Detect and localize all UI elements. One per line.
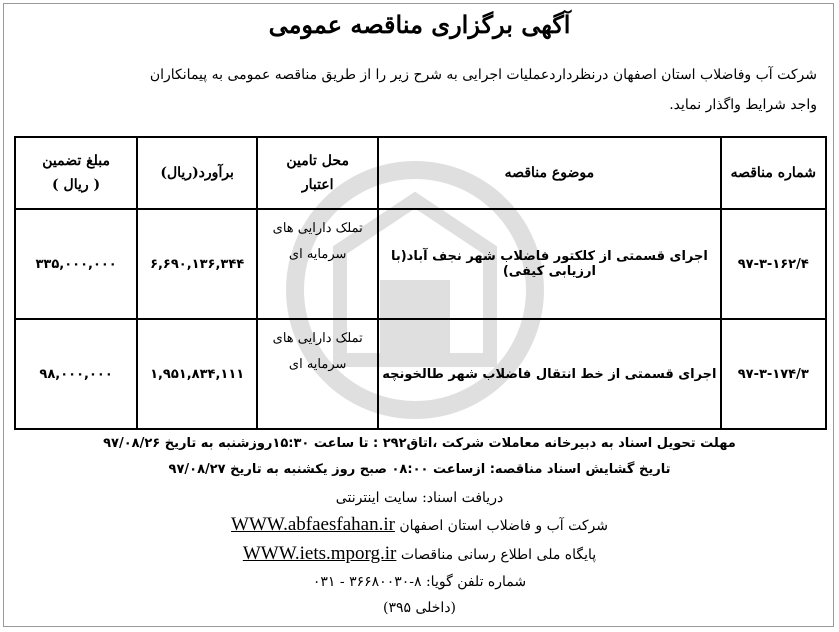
table-header-row [15,137,826,209]
row-source: تملک دارایی های سرمایه ای [257,209,378,319]
company-website-link[interactable]: WWW.abfaesfahan.ir [231,514,395,535]
receive-text: دریافت اسناد: سایت اینترنتی [335,490,504,506]
row-estimate: ۶,۶۹۰,۱۳۶,۳۴۴ [137,209,257,319]
phone-text: شماره تلفن گویا: ۸-۳۶۶۸۰۰۳۰ - ۰۳۱ [312,574,527,590]
table-row [15,319,826,429]
opening-text: تاریخ گشایش اسناد مناقصه: ازساعت ۰۸:۰۰ صبح روز یکشنبه به تاریخ ۹۷/۰۸/۲۷ [168,462,671,477]
page-title: آگهی برگزاری مناقصه عمومی [268,10,571,39]
portal-line [0,543,839,565]
row-subject: اجرای قسمتی از کلکتور فاضلاب شهر نجف آباد(با ارزیابی کیفی) [378,209,720,319]
header-source: محل تامین اعتبار [257,137,378,209]
table-row [15,209,826,319]
deadline-text: مهلت تحویل اسناد به دبیرخانه معاملات شرکت ،اتاق۲۹۲ : تا ساعت ۱۵:۳۰روزشنبه به تاریخ ۹۷/۰۸/۲۶ [103,436,736,451]
row-source: تملک دارایی های سرمایه ای [257,319,378,429]
extension-text: (داخلی ۳۹۵) [382,600,457,616]
header-guarantee: مبلغ تضمین ( ریال ) [15,137,137,209]
company-line [0,514,839,536]
intro-text-line1: شرکت آب وفاضلاب استان اصفهان درنظرداردعملیات اجرایی به شرح زیر را از طریق مناقصه عمومی به پیمانکاران [149,67,817,83]
row-guarantee: ۹۸,۰۰۰,۰۰۰ [15,319,137,429]
row-subject: اجرای قسمتی از خط انتقال فاضلاب شهر طالخونچه [378,319,720,429]
row-number: ۹۷-۳-۱۷۴/۳ [721,319,826,429]
row-guarantee: ۳۳۵,۰۰۰,۰۰۰ [15,209,137,319]
row-estimate: ۱,۹۵۱,۸۳۴,۱۱۱ [137,319,257,429]
portal-label: پایگاه ملی اطلاع رسانی مناقصات [400,547,597,563]
header-number: شماره مناقصه [721,137,826,209]
portal-website-link[interactable]: WWW.iets.mporg.ir [242,543,397,564]
company-label: شرکت آب و فاضلاب استان اصفهان [399,518,608,534]
header-estimate: برآورد(ریال) [137,137,257,209]
intro-text-line2: واجد شرایط واگذار نماید. [669,97,817,113]
header-subject: موضوع مناقصه [378,137,720,209]
tender-table [14,136,827,430]
row-number: ۹۷-۳-۱۶۲/۴ [721,209,826,319]
